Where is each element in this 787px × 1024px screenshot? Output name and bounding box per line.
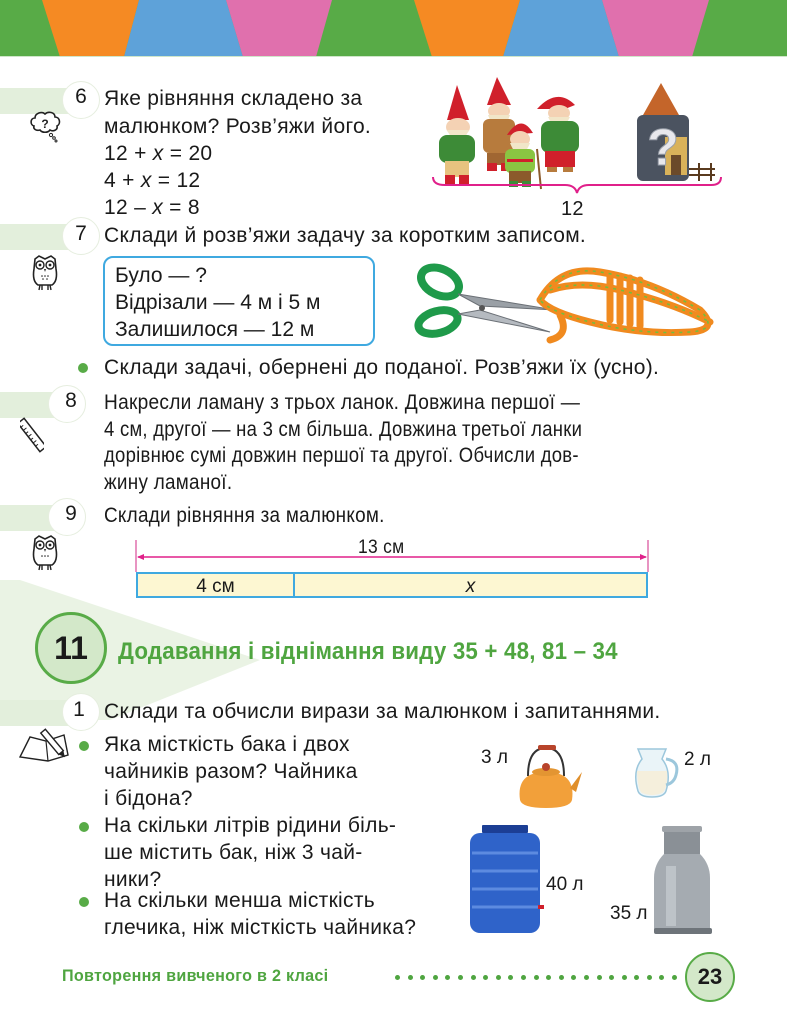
question-2-line-1: На скільки літрів рідини біль-	[104, 814, 397, 837]
task-6-line-1: Яке рівняння складено за	[104, 87, 363, 110]
brace-total-label: 12	[561, 198, 584, 220]
equation-3-right: = 8	[163, 196, 200, 219]
equation-3	[104, 194, 200, 221]
bullet-dot	[78, 363, 88, 373]
owl-icon	[30, 253, 60, 298]
note-line-1: Було — ?	[115, 264, 207, 287]
task-9-number: 9	[65, 502, 77, 525]
lesson-number-badge: 11	[35, 612, 107, 684]
equation-1	[104, 140, 212, 167]
segment-part-1-label: 4 см	[196, 576, 235, 597]
svg-text:?: ?	[647, 119, 679, 177]
top-banner	[0, 0, 787, 57]
gnomes-illustration	[425, 75, 725, 200]
task-8-line-1: Накресли ламану з трьох ланок. Довжина першої —	[104, 391, 581, 414]
task-9-text: Склади рівняння за малюнком.	[104, 504, 385, 527]
question-2-line-2: ше містить бак, ніж 3 чай-	[104, 841, 363, 864]
task-6-line-2: малюнком? Розв’яжи його.	[104, 115, 372, 138]
question-2-line-3: ники?	[104, 868, 162, 891]
equation-2	[104, 167, 200, 194]
kettle-volume: 3 л	[481, 747, 508, 768]
lesson-task-1-number: 1	[73, 698, 85, 721]
question-1-line-1: Яка місткість бака і двох	[104, 733, 350, 756]
equation-1-left: 12 +	[104, 142, 153, 165]
tank-volume: 40 л	[546, 874, 584, 895]
water-tank-illustration	[468, 825, 544, 940]
owl-icon	[30, 533, 60, 578]
kettle-illustration	[514, 742, 584, 817]
svg-text:?: ?	[41, 117, 49, 131]
scissors-rope-illustration	[410, 260, 730, 350]
equation-3-var: x	[152, 196, 164, 219]
bullet-dot	[79, 897, 89, 907]
task-6-number: 6	[75, 85, 87, 108]
ruler-icon	[20, 415, 44, 460]
task-8-line-4: жину ламаної.	[104, 471, 233, 494]
milk-can-illustration	[654, 826, 720, 941]
equation-1-right: = 20	[163, 142, 213, 165]
short-note-box	[103, 256, 375, 346]
note-line-2: Відрізали — 4 м і 5 м	[115, 291, 321, 314]
task-8-line-2: 4 см, другої — на 3 см більша. Довжина третьої ланки	[104, 418, 583, 441]
thought-bubble-question-icon	[28, 108, 64, 149]
equation-3-left: 12 –	[104, 196, 153, 219]
page-number: 23	[685, 952, 735, 1002]
segment-part-2-label: x	[465, 576, 476, 597]
lesson-task-1-text: Склади та обчисли вирази за малюнком і запитаннями.	[104, 700, 661, 723]
task-8-number: 8	[65, 389, 77, 412]
notebook-pencil-icon	[18, 723, 74, 768]
task-7-number: 7	[75, 222, 87, 245]
question-1-line-2: чайників разом? Чайника	[104, 760, 358, 783]
question-3-line-1: На скільки менша місткість	[104, 889, 375, 912]
task-8-line-3: дорівнює сумі довжин першої та другої. Обчисли дов-	[104, 444, 579, 467]
bullet-dot	[79, 741, 89, 751]
question-3-line-2: глечика, ніж місткість чайника?	[104, 916, 417, 939]
lesson-title: Додавання і віднімання виду 35 + 48, 81 – 34	[118, 638, 618, 665]
task-7-bullet: Склади задачі, обернені до поданої. Розв’яжи їх (усно).	[104, 356, 660, 379]
question-1-line-3: і бідона?	[104, 787, 193, 810]
footer-dot-leader	[395, 975, 677, 980]
task-7-text: Склади й розв’яжи задачу за коротким записом.	[104, 224, 587, 247]
total-length-label: 13 см	[358, 537, 405, 558]
jug-illustration	[632, 745, 682, 806]
equation-2-var: x	[140, 169, 152, 192]
equation-2-right: = 12	[151, 169, 201, 192]
note-line-3: Залишилося — 12 м	[115, 318, 315, 341]
jug-volume: 2 л	[684, 749, 711, 770]
equation-2-left: 4 +	[104, 169, 141, 192]
milk-can-volume: 35 л	[610, 903, 648, 924]
footer-section-title: Повторення вивченого в 2 класі	[62, 966, 329, 985]
equation-1-var: x	[152, 142, 164, 165]
bullet-dot	[79, 822, 89, 832]
